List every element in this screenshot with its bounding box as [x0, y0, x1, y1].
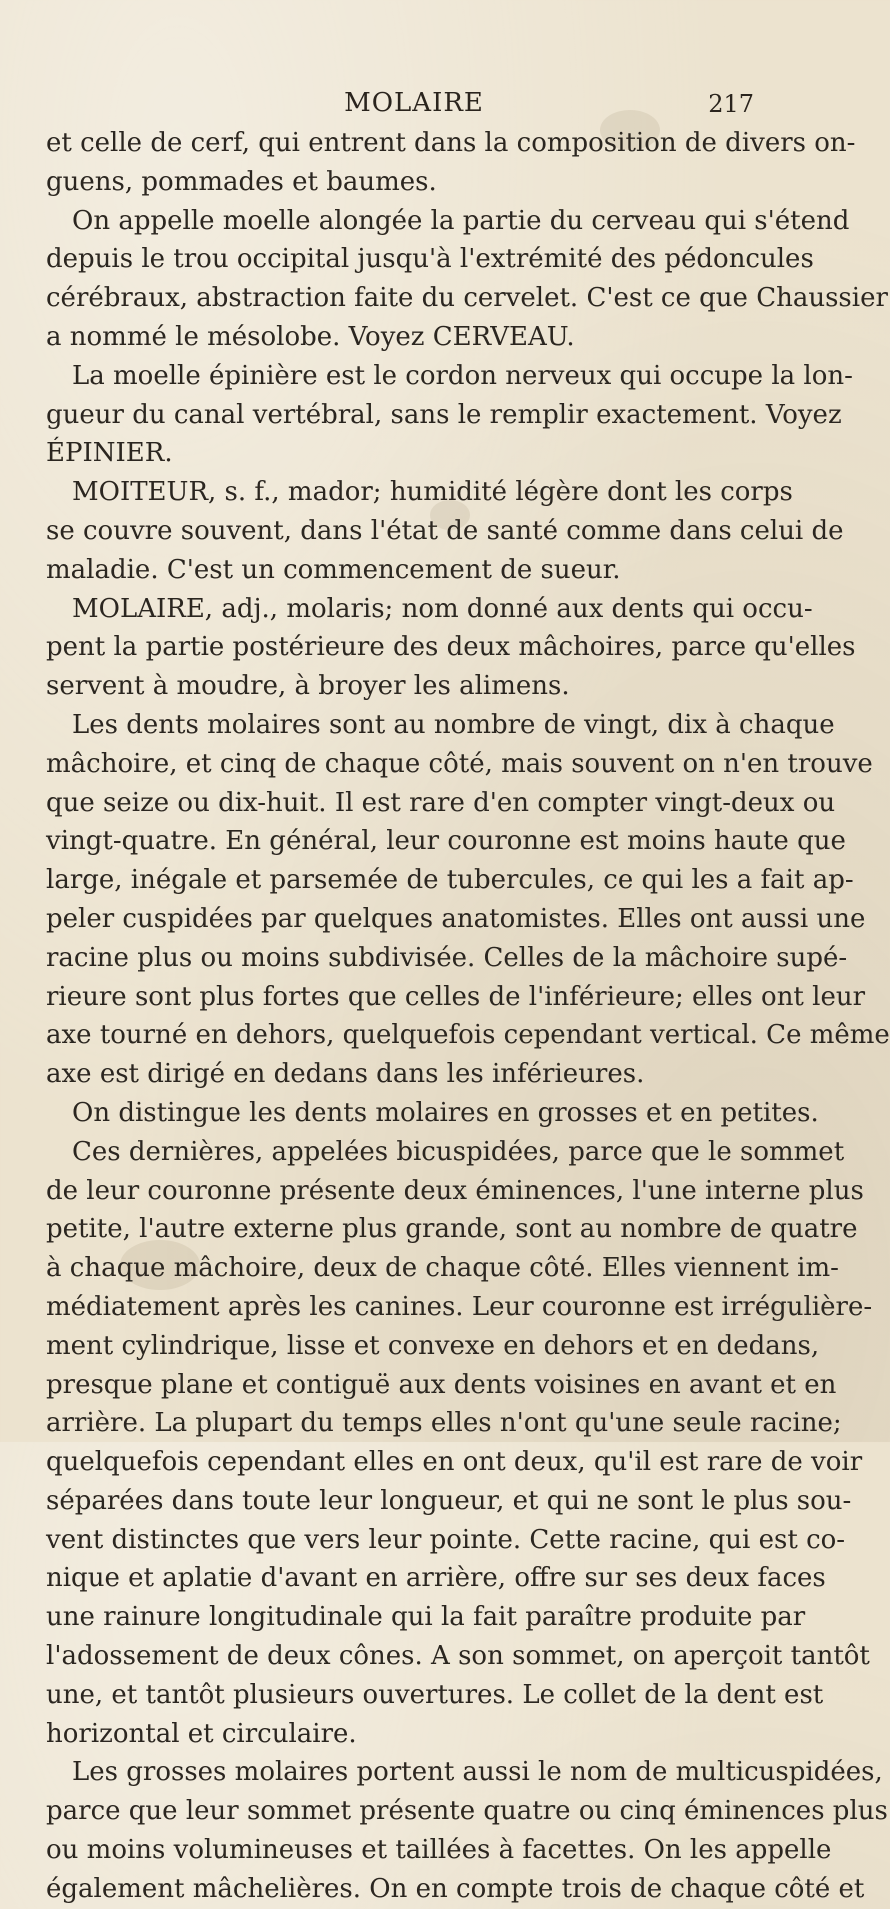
text-line: axe est dirigé en dedans dans les inférieures. [46, 1059, 645, 1090]
text-line: ment cylindrique, lisse et convexe en dehors et en dedans, [46, 1330, 820, 1361]
text-line: à chaque mâchoire, deux de chaque côté. Elles viennent im- [46, 1253, 839, 1284]
text-line: nique et aplatie d'avant en arrière, offre sur ses deux faces [46, 1563, 826, 1594]
text-line: une rainure longitudinale qui la fait paraître produite par [46, 1602, 806, 1633]
text-line: horizontal et circulaire. [46, 1718, 357, 1749]
text-line: vent distinctes que vers leur pointe. Cette racine, qui est co- [46, 1524, 846, 1555]
text-line: axe tourné en dehors, quelquefois cependant vertical. Ce même [46, 1020, 890, 1051]
text-line: l'adossement de deux cônes. A son sommet, on aperçoit tantôt [46, 1641, 870, 1672]
text-line: maladie. C'est un commencement de sueur. [46, 554, 621, 585]
text-line: depuis le trou occipital jusqu'à l'extrémité des pédoncules [46, 244, 814, 275]
text-line: Les dents molaires sont au nombre de vingt, dix à chaque [72, 709, 835, 740]
text-line: vingt-quatre. En général, leur couronne est moins haute que [46, 826, 846, 857]
running-head [74, 88, 754, 128]
text-line: que seize ou dix-huit. Il est rare d'en compter vingt-deux ou [46, 787, 836, 818]
text-line: et celle de cerf, qui entrent dans la composition de divers on- [46, 128, 856, 158]
text-line: guens, pommades et baumes. [46, 166, 437, 197]
page-number: 217 [708, 90, 754, 118]
text-line: cérébraux, abstraction faite du cervelet. C'est ce que Chaussier [46, 283, 888, 314]
text-line: large, inégale et parsemée de tubercules, ce qui les a fait ap- [46, 865, 854, 896]
body-text [46, 124, 890, 1909]
page-heading: MOLAIRE [344, 88, 484, 118]
text-line: a nommé le mésolobe. Voyez CERVEAU. [46, 321, 575, 352]
text-line: On appelle moelle alongée la partie du cerveau qui s'étend [72, 205, 850, 236]
text-line: arrière. La plupart du temps elles n'ont qu'une seule racine; [46, 1408, 842, 1439]
text-line: gueur du canal vertébral, sans le remplir exactement. Voyez [46, 399, 842, 430]
text-line: ou moins volumineuses et taillées à facettes. On les appelle [46, 1835, 832, 1866]
text-line: MOLAIRE, adj., molaris; nom donné aux dents qui occu- [72, 593, 813, 624]
text-line: On distingue les dents molaires en grosses et en petites. [72, 1097, 819, 1128]
text-line: La moelle épinière est le cordon nerveux qui occupe la lon- [72, 360, 853, 391]
text-line: séparées dans toute leur longueur, et qui ne sont le plus sou- [46, 1485, 852, 1516]
text-line: Ces dernières, appelées bicuspidées, parce que le sommet [72, 1136, 845, 1167]
text-line: de leur couronne présente deux éminences, l'une interne plus [46, 1175, 864, 1206]
text-line: médiatement après les canines. Leur couronne est irrégulière- [46, 1291, 873, 1322]
text-line: une, et tantôt plusieurs ouvertures. Le collet de la dent est [46, 1679, 824, 1710]
text-line: se couvre souvent, dans l'état de santé comme dans celui de [46, 515, 844, 546]
text-line: quelquefois cependant elles en ont deux, qu'il est rare de voir [46, 1447, 863, 1478]
text-line: petite, l'autre externe plus grande, sont au nombre de quatre [46, 1214, 858, 1245]
text-line: peler cuspidées par quelques anatomistes. Elles ont aussi une [46, 903, 866, 934]
text-line: racine plus ou moins subdivisée. Celles de la mâchoire supé- [46, 942, 848, 973]
text-line: rieure sont plus fortes que celles de l'inférieure; elles ont leur [46, 981, 866, 1012]
text-line: presque plane et contiguë aux dents voisines en avant et en [46, 1369, 837, 1400]
text-line: ÉPINIER. [46, 438, 173, 469]
text-line: pent la partie postérieure des deux mâchoires, parce qu'elles [46, 632, 856, 663]
text-line: Les grosses molaires portent aussi le nom de multicuspidées, [72, 1757, 883, 1788]
text-line: également mâchelières. On en compte trois de chaque côté et [46, 1873, 865, 1904]
text-line: parce que leur sommet présente quatre ou cinq éminences plus [46, 1796, 888, 1827]
text-line: MOITEUR, s. f., mador; humidité légère dont les corps [72, 477, 793, 508]
text-line: mâchoire, et cinq de chaque côté, mais souvent on n'en trouve [46, 748, 873, 779]
text-line: servent à moudre, à broyer les alimens. [46, 671, 570, 702]
